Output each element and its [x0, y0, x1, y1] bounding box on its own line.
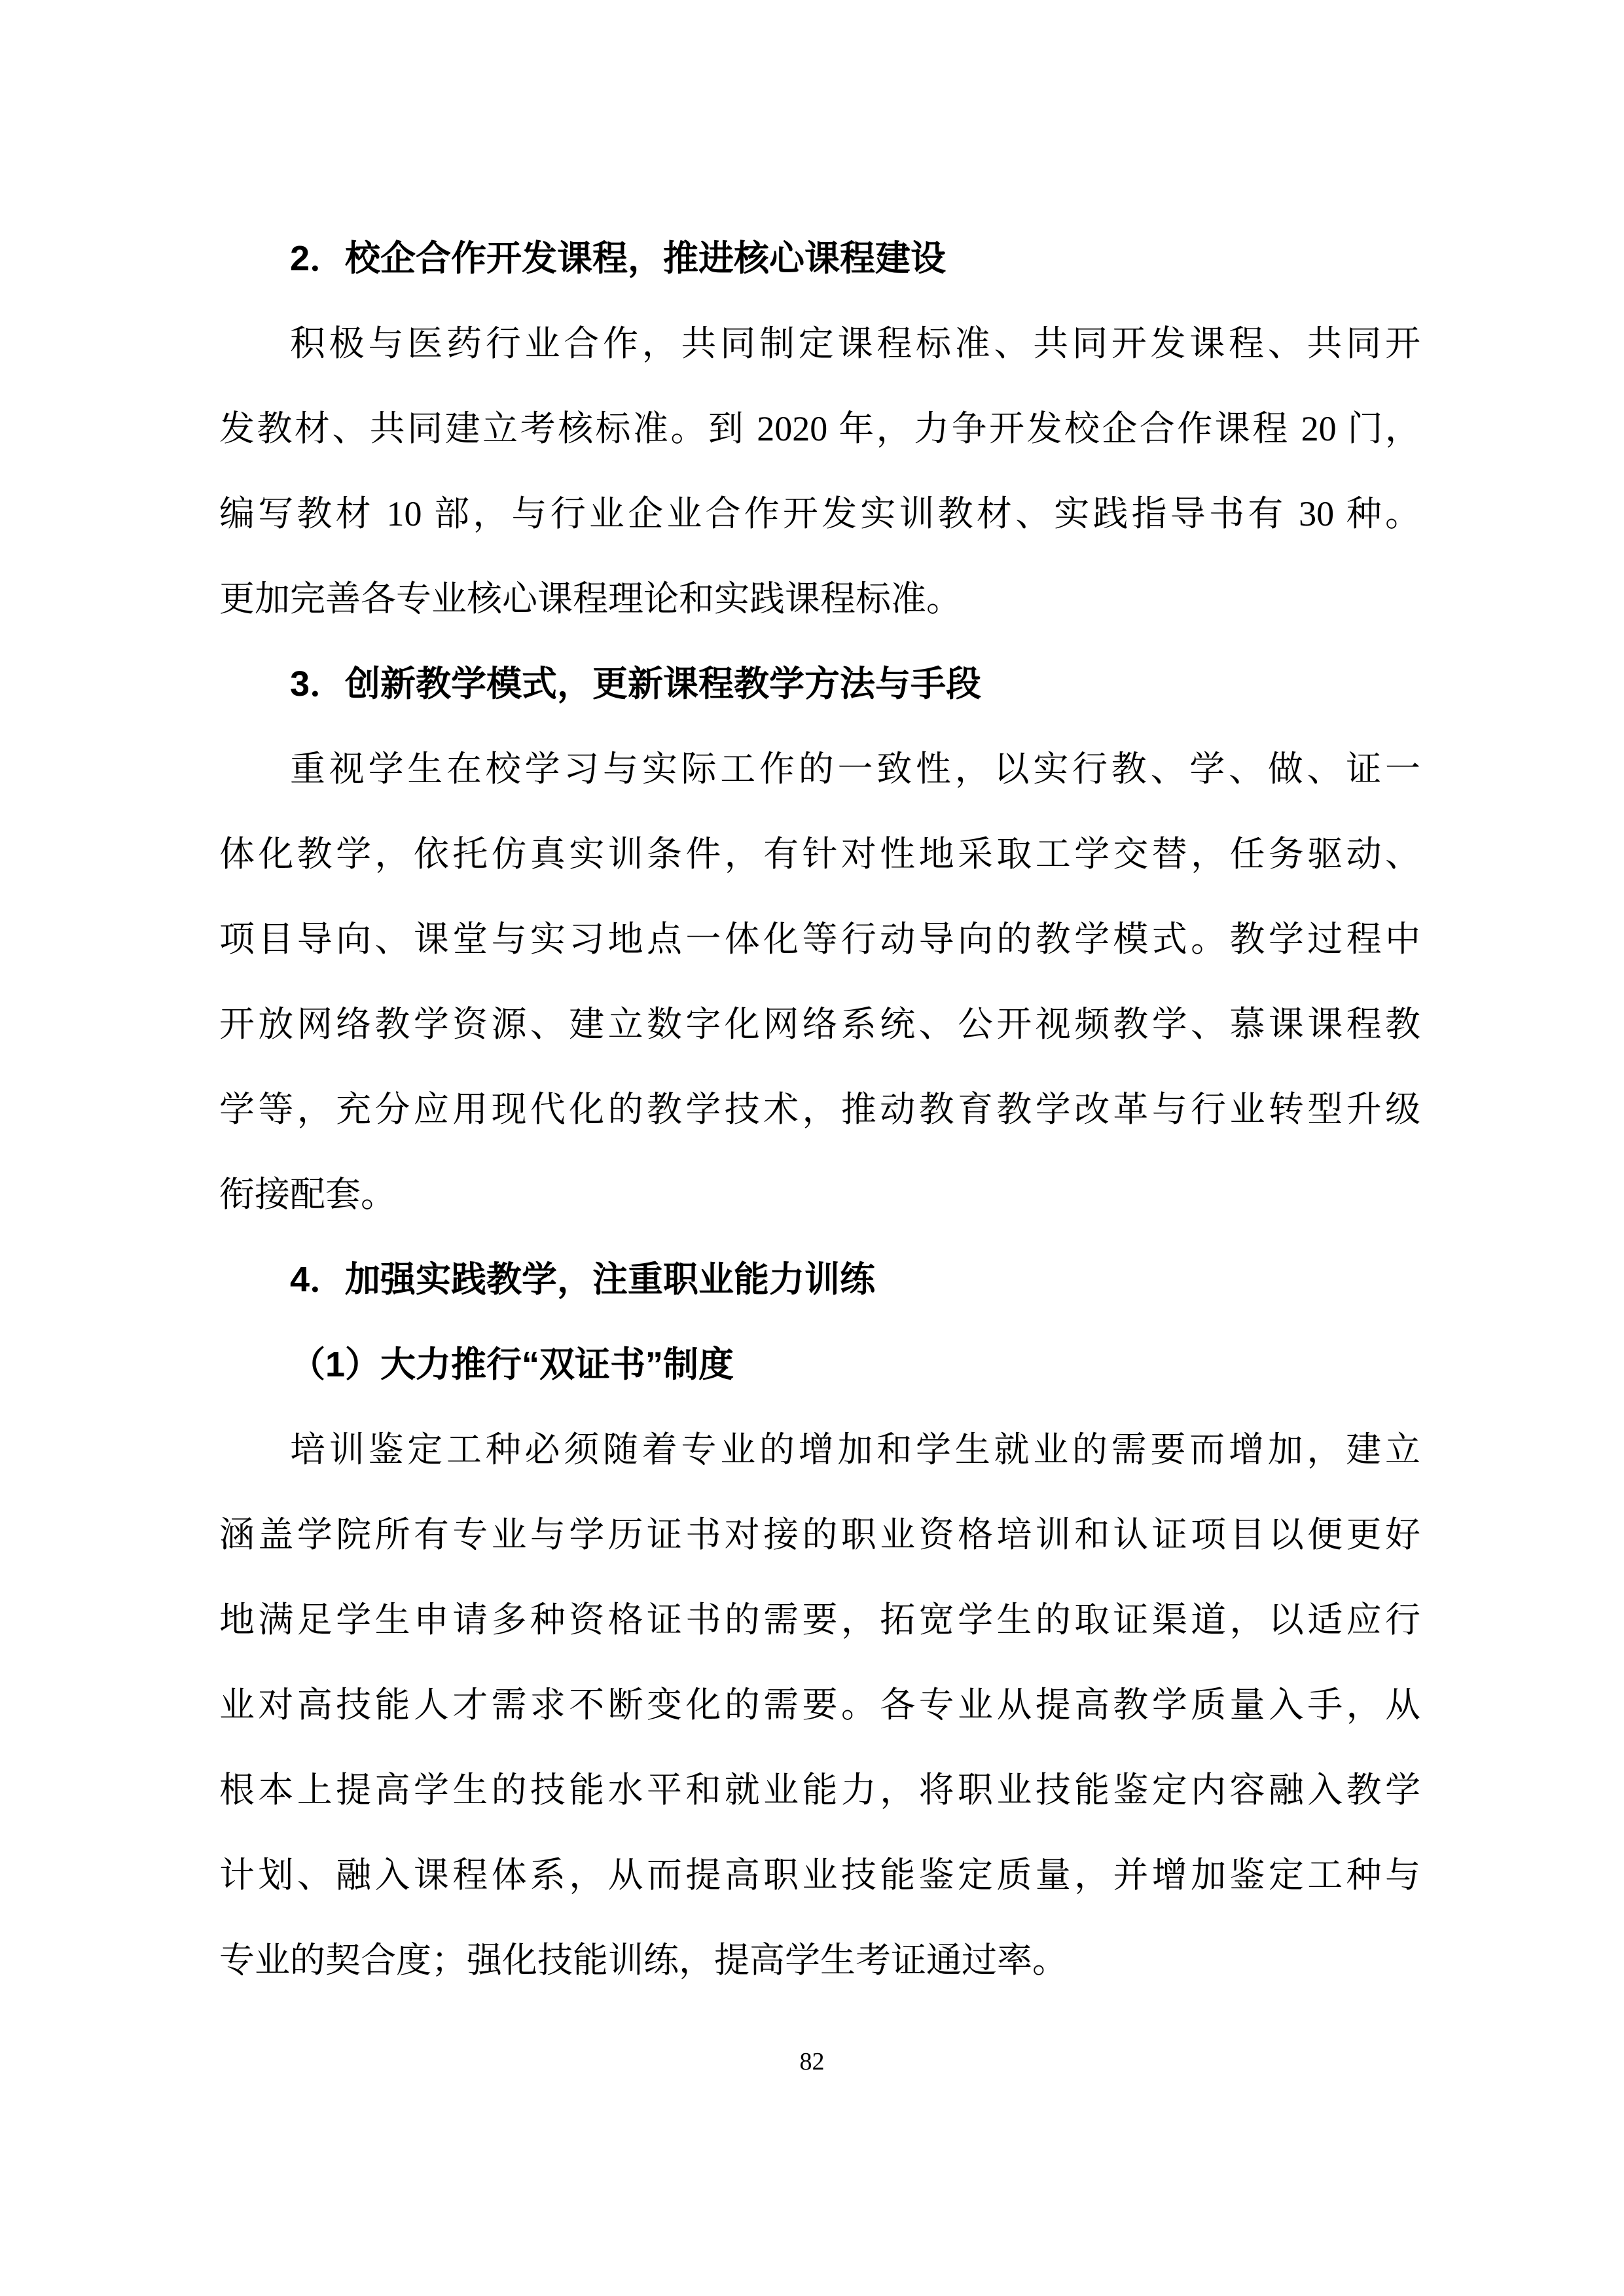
section-4-subheading-1: （1）大力推行“双证书”制度 [290, 1345, 734, 1384]
paragraph-line: 衔接配套。 [219, 1175, 396, 1214]
section-4-heading: 4．加强实践教学，注重职业能力训练 [290, 1260, 876, 1299]
paragraph-line: 地满足学生申请多种资格证书的需要，拓宽学生的取证渠道，以适应行 [219, 1600, 1420, 1640]
paragraph-line: 发教材、共同建立考核标准。到 2020 年，力争开发校企合作课程 20 门， [219, 409, 1420, 448]
paragraph-line: 专业的契合度；强化技能训练，提高学生考证通过率。 [219, 1941, 1068, 1980]
paragraph-line: 计划、融入课程体系，从而提高职业技能鉴定质量，并增加鉴定工种与 [219, 1856, 1420, 1895]
paragraph-line: 项目导向、课堂与实习地点一体化等行动导向的教学模式。教学过程中 [219, 920, 1420, 959]
paragraph-line: 重视学生在校学习与实际工作的一致性，以实行教、学、做、证一 [290, 749, 1420, 789]
paragraph-line: 培训鉴定工种必须随着专业的增加和学生就业的需要而增加，建立 [290, 1430, 1420, 1469]
document-body [219, 216, 1420, 2003]
paragraph-line: 涵盖学院所有专业与学历证书对接的职业资格培训和认证项目以便更好 [219, 1515, 1420, 1554]
paragraph-line: 学等，充分应用现代化的教学技术，推动教育教学改革与行业转型升级 [219, 1090, 1420, 1129]
page-number: 82 [799, 2048, 825, 2075]
section-2-heading: 2．校企合作开发课程，推进核心课程建设 [290, 239, 947, 278]
paragraph-line: 更加完善各专业核心课程理论和实践课程标准。 [219, 579, 962, 619]
paragraph-line: 积极与医药行业合作，共同制定课程标准、共同开发课程、共同开 [290, 324, 1420, 363]
paragraph-line: 业对高技能人才需求不断变化的需要。各专业从提高教学质量入手，从 [219, 1685, 1420, 1725]
paragraph-line: 体化教学，依托仿真实训条件，有针对性地采取工学交替，任务驱动、 [219, 834, 1420, 874]
section-3-heading: 3．创新教学模式，更新课程教学方法与手段 [290, 664, 982, 704]
paragraph-line: 根本上提高学生的技能水平和就业能力，将职业技能鉴定内容融入教学 [219, 1770, 1420, 1810]
paragraph-line: 开放网络教学资源、建立数字化网络系统、公开视频教学、慕课课程教 [219, 1005, 1420, 1044]
paragraph-line: 编写教材 10 部，与行业企业合作开发实训教材、实践指导书有 30 种。 [219, 494, 1420, 533]
